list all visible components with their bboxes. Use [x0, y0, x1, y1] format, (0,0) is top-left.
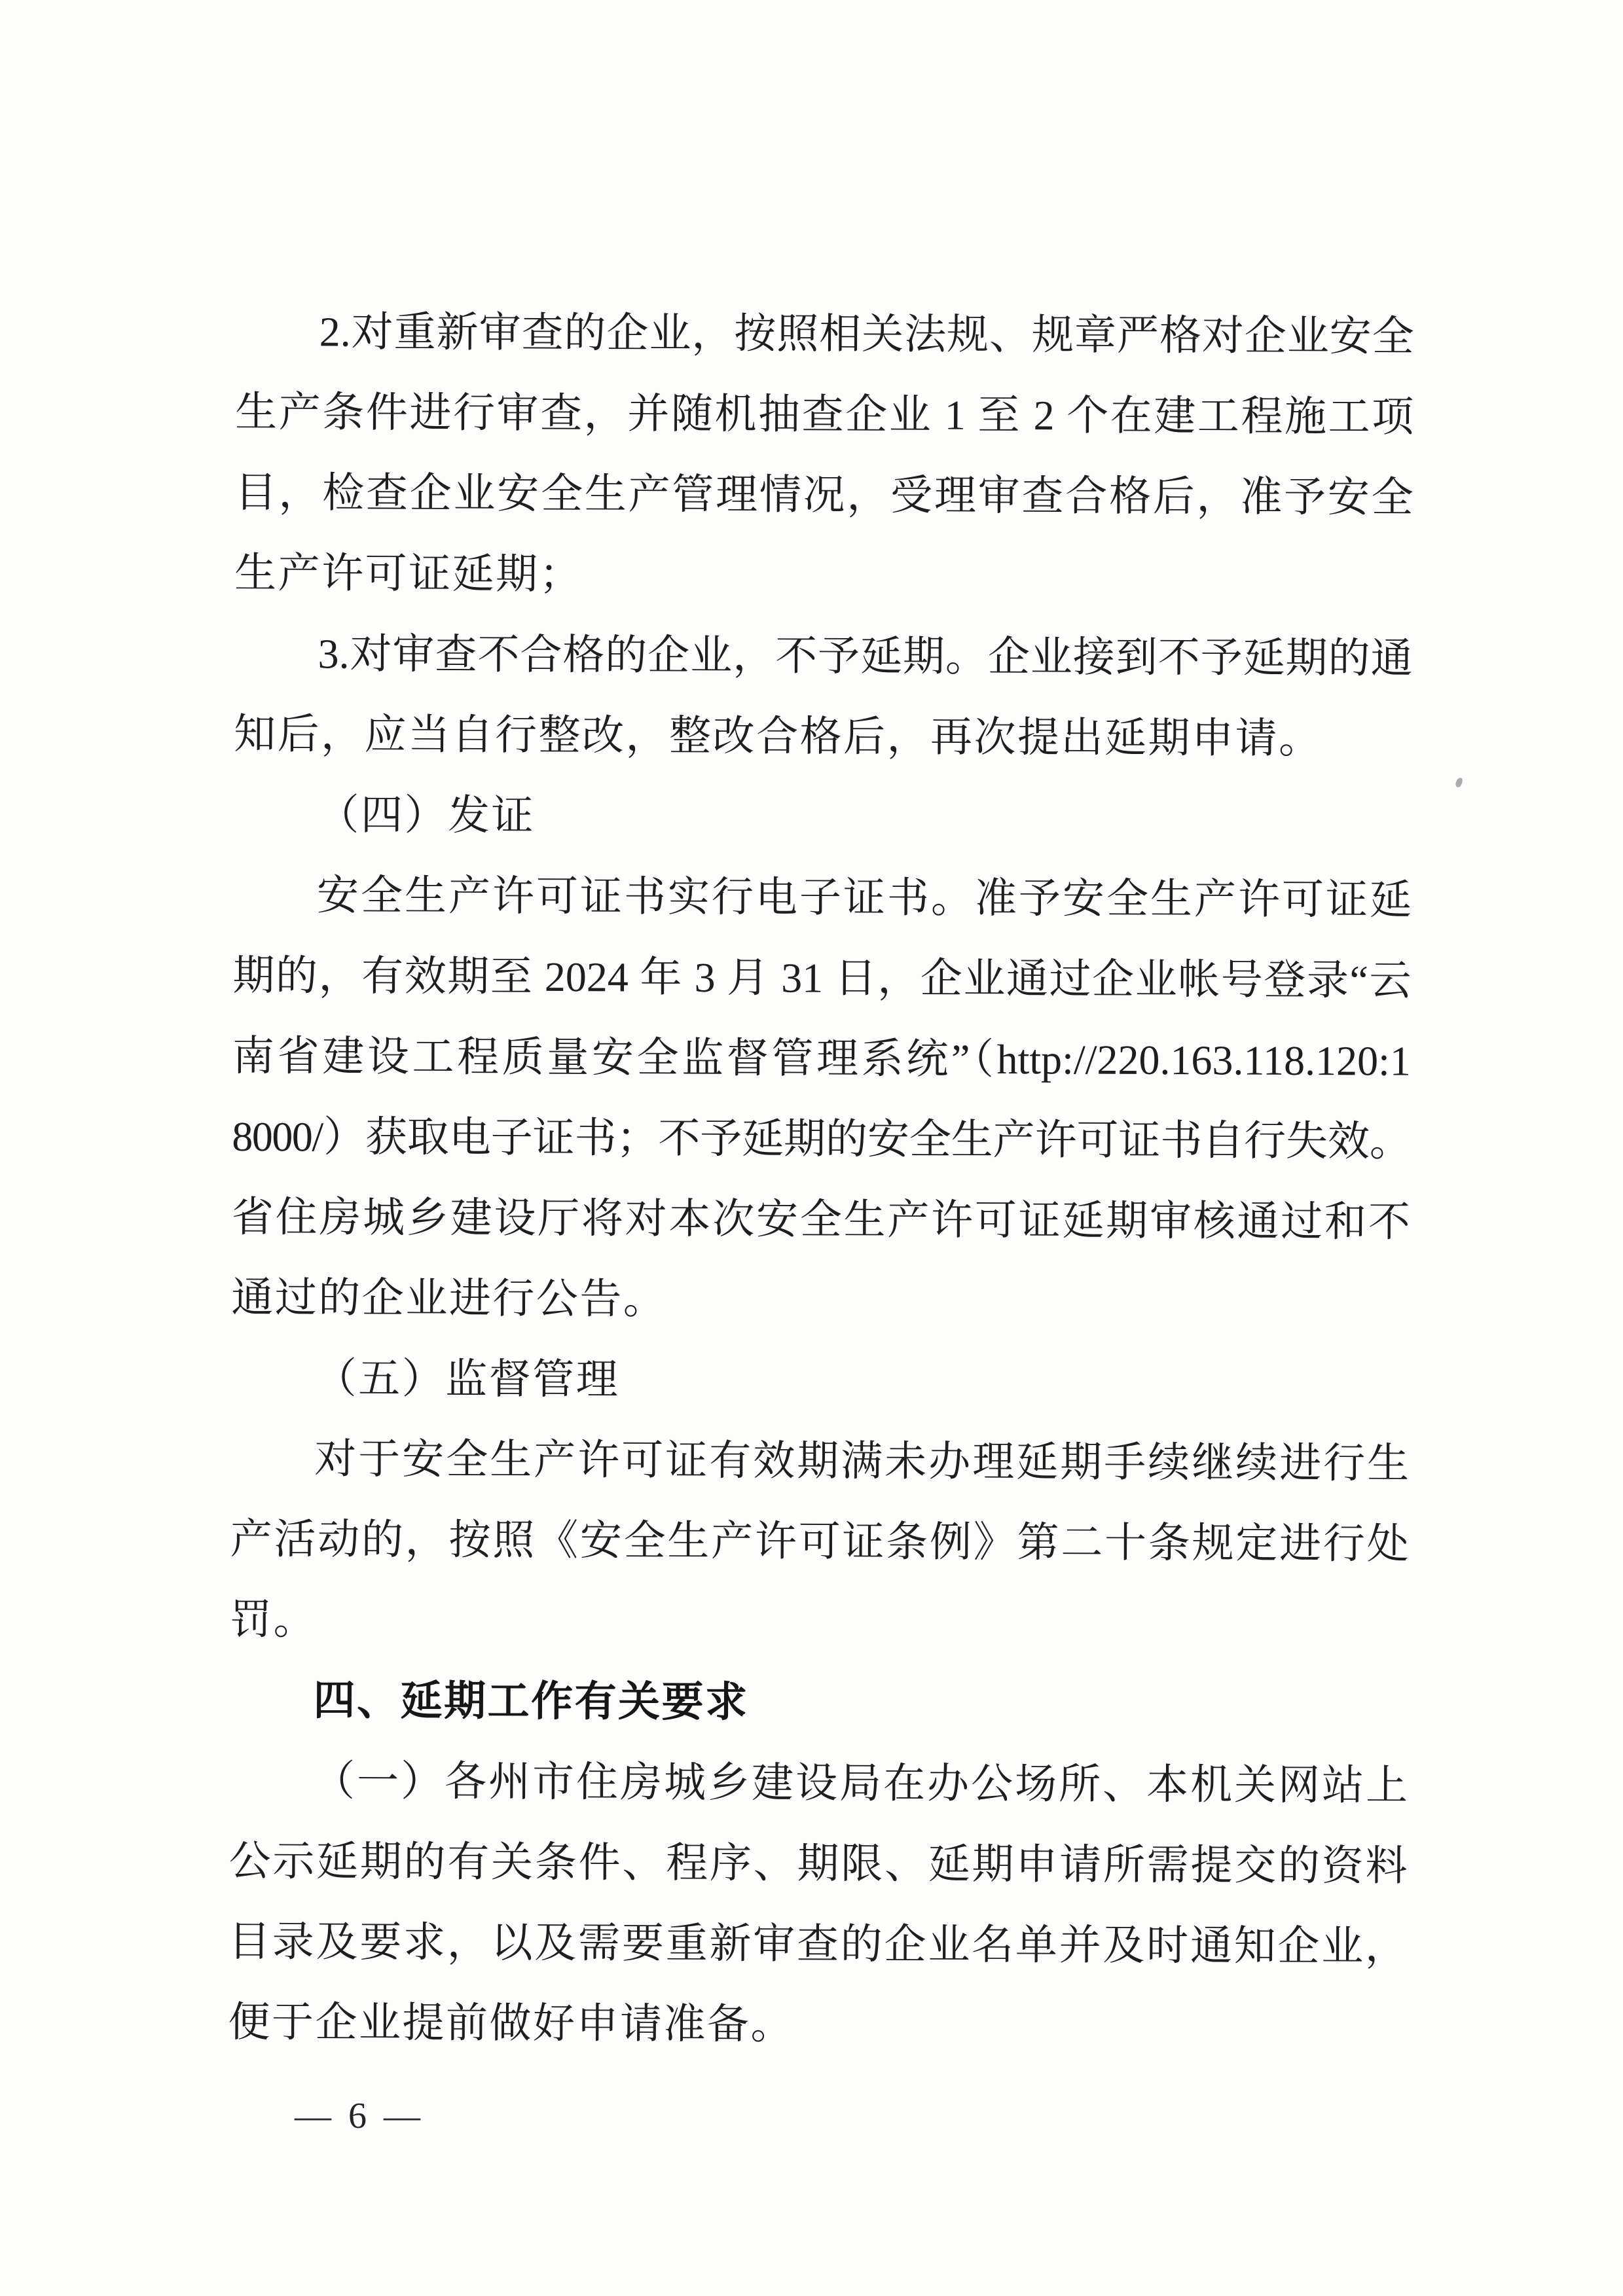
text-line: （一）各州市住房城乡建设局在办公场所、本机关网站上 — [312, 1757, 1408, 1809]
text-line: 产活动的，按照《安全生产许可证条例》第二十条规定进行处 — [230, 1515, 1409, 1568]
text-line: 2.对重新审查的企业，按照相关法规、规章严格对企业安全 — [319, 308, 1414, 360]
text-line-with-url: 8000/）获取电子证书；不予延期的安全生产许可证书自行失效。 — [232, 1113, 1411, 1165]
text-line: 对于安全生产许可证有效期满未办理延期手续继续进行生 — [314, 1435, 1410, 1487]
text-line: 期的，有效期至 2024 年 3 月 31 日，企业通过企业帐号登录“云 — [232, 952, 1412, 1004]
text-line: 罚。 — [229, 1596, 318, 1643]
text-line: 安全生产许可证书实行电子证书。准予安全生产许可证延 — [316, 872, 1412, 924]
document-body — [228, 291, 1414, 2068]
text-line: 省住房城乡建设厅将对本次安全生产许可证延期审核通过和不 — [231, 1193, 1410, 1246]
text-line: 知后，应当自行整改，整改合格后，再次提出延期申请。 — [233, 710, 1322, 762]
chapter-heading-line: 四、延期工作有关要求 — [313, 1676, 749, 1726]
page-number: — 6 — — [295, 2096, 424, 2136]
text-line-with-url: 南省建设工程质量安全监督管理系统”（http://220.163.118.120:1 — [232, 1032, 1412, 1085]
text-line: 3.对审查不合格的企业，不予延期。企业接到不予延期的通 — [318, 630, 1413, 682]
scan-speck-artifact — [1455, 777, 1463, 788]
text-line: 生产条件进行审查，并随机抽查企业 1 至 2 个在建工程施工项 — [235, 388, 1414, 440]
section-heading-line: （五）监督管理 — [314, 1355, 620, 1403]
text-line: 目录及要求，以及需要重新审查的企业名单并及时通知企业， — [228, 1918, 1408, 1970]
text-line: 目，检查企业安全生产管理情况，受理审查合格后，准予安全 — [234, 469, 1413, 521]
text-line: 通过的企业进行公告。 — [231, 1274, 667, 1323]
text-line: 便于企业提前做好申请准备。 — [228, 1998, 795, 2048]
text-line: 生产许可证延期； — [234, 549, 583, 598]
text-line: 公示延期的有关条件、程序、期限、延期申请所需提交的资料 — [228, 1837, 1408, 1890]
section-heading-line: （四）发证 — [317, 791, 536, 839]
